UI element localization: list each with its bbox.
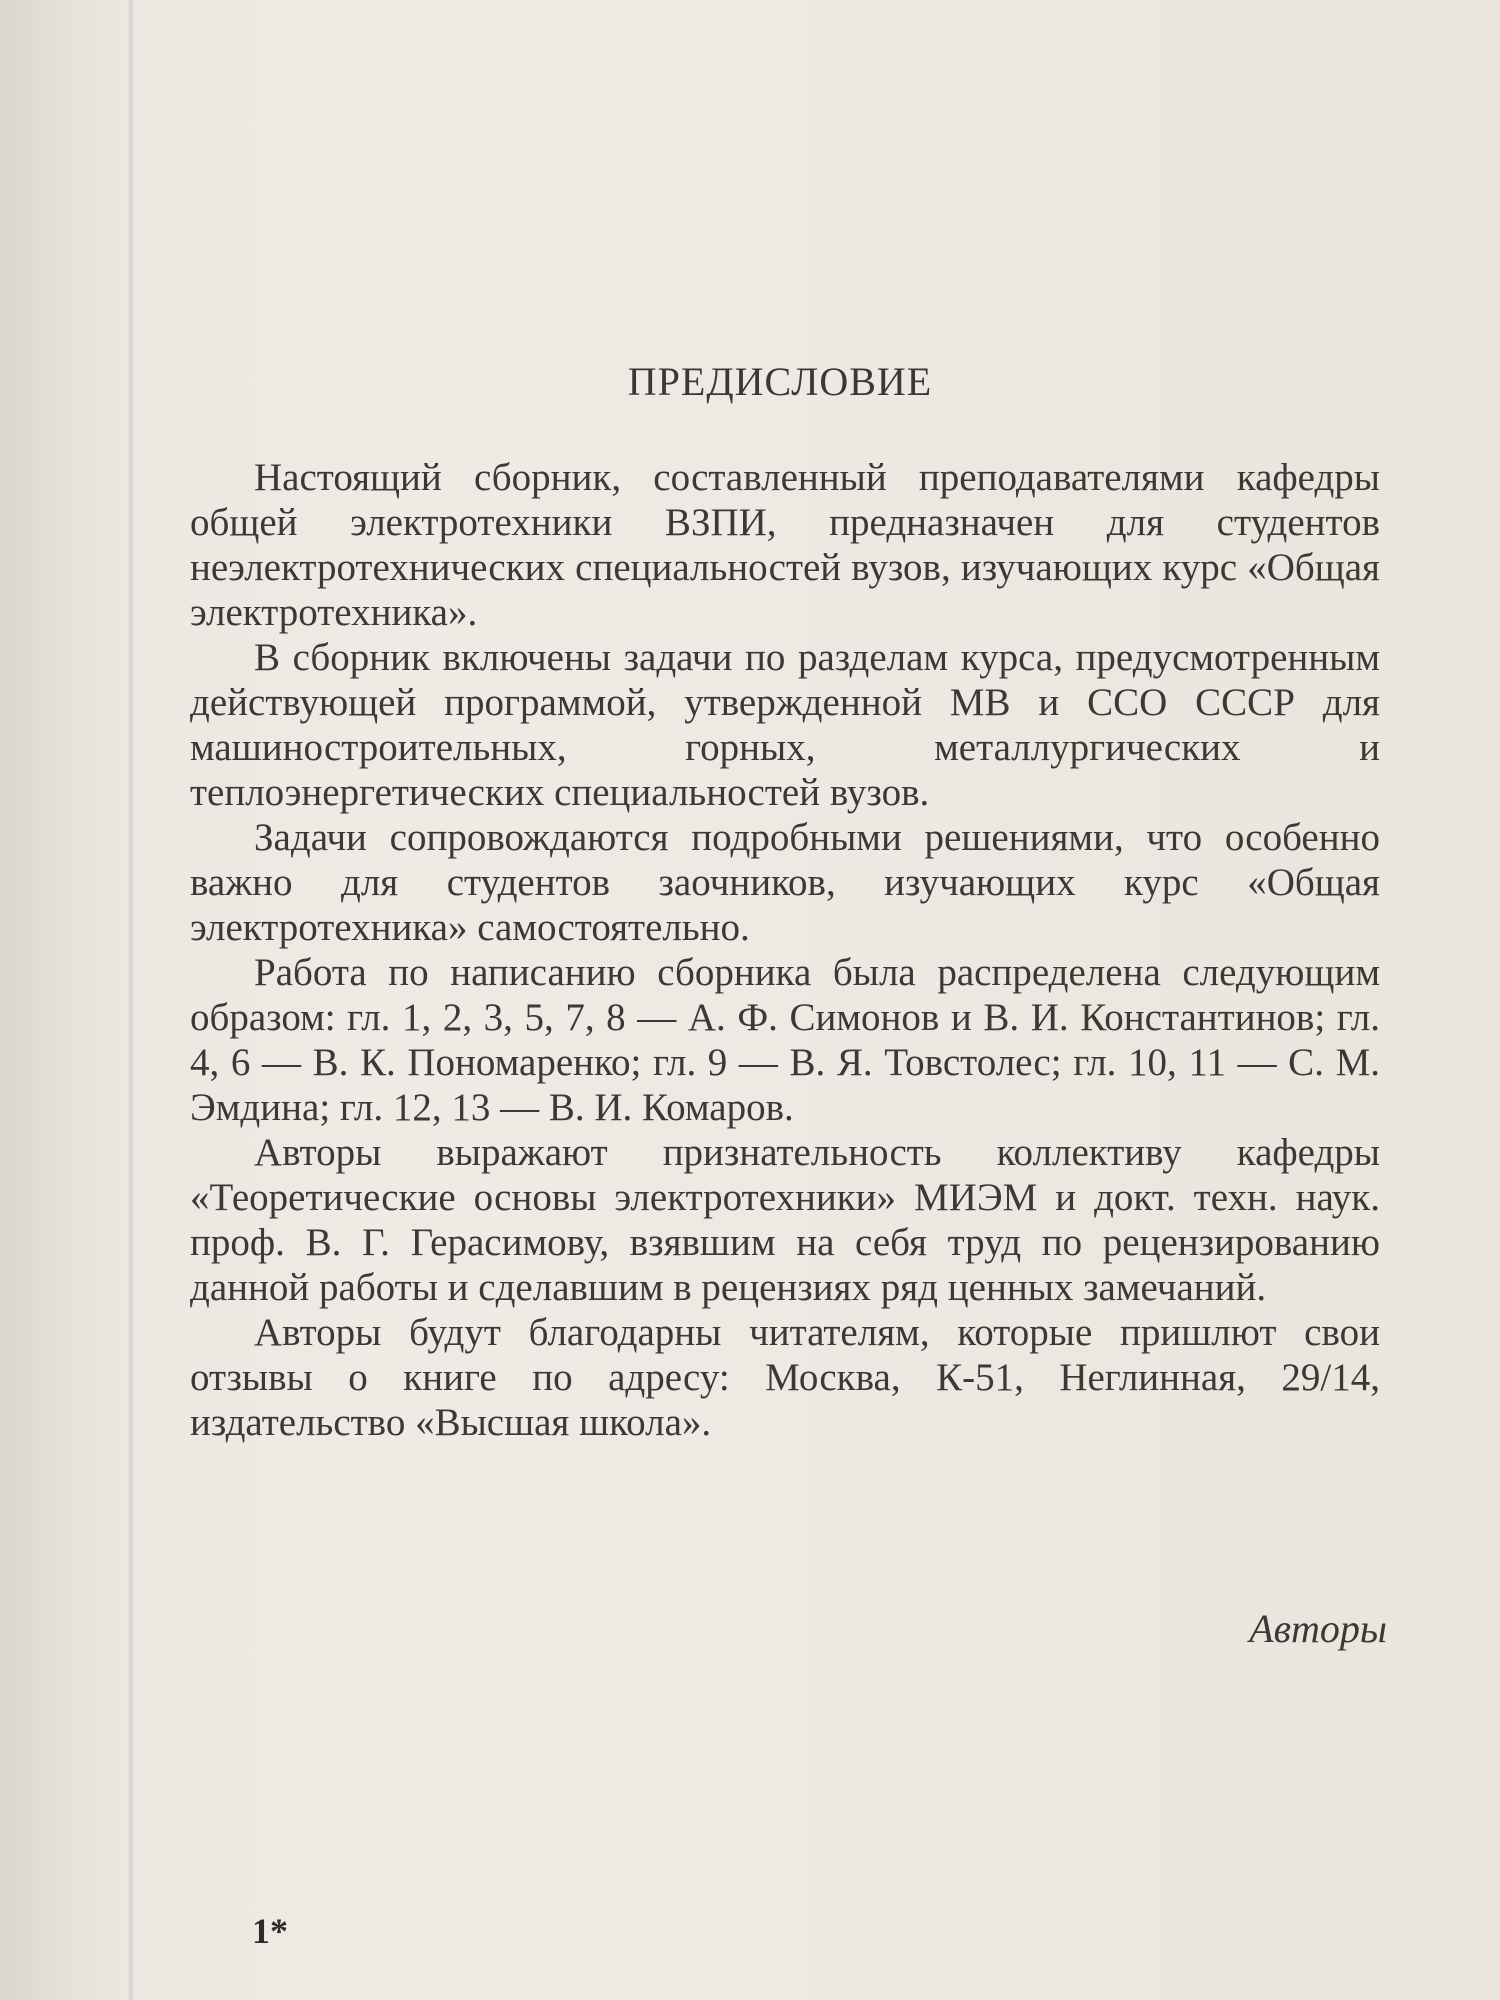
paragraph: Работа по написанию сборника была распределена следующим образом: гл. 1, 2, 3, 5, 7, 8 — А. Ф. Симонов и В. И. Константинов; гл. 4, 6 — В. К. Пономаренко; гл. 9 — В. Я. Товстолес; гл. 10, 11 — С. М. Эмдина; гл. 12, 13 — В. И. Комаров. bbox=[190, 951, 1380, 1129]
paragraph: Настоящий сборник, составленный преподавателями кафедры общей электротехники ВЗПИ, предназначен для студентов неэлектротехнических специальностей вузов, изучающих курс «Общая электротехника». bbox=[190, 456, 1380, 634]
signature: Авторы bbox=[1249, 1606, 1387, 1651]
page-gutter-shadow bbox=[128, 0, 134, 2000]
paragraph: Авторы выражают признательность коллективу кафедры «Теоретические основы электротехники» МИЭМ и докт. техн. наук. проф. В. Г. Герасимову, взявшим на себя труд по рецензированию данной работы и сделавшим в рецензиях ряд ценных замечаний. bbox=[190, 1131, 1380, 1309]
signature-mark: 1* bbox=[252, 1911, 288, 1951]
preface-body bbox=[190, 455, 1380, 1445]
paragraph: В сборник включены задачи по разделам курса, предусмотренным действующей программой, утвержденной МВ и ССО СССР для машиностроительных, горных, металлургических и теплоэнергетических специальностей вузов. bbox=[190, 636, 1380, 814]
paragraph: Задачи сопровождаются подробными решениями, что особенно важно для студентов заочников, изучающих курс «Общая электротехника» самостоятельно. bbox=[190, 816, 1380, 949]
page-title: ПРЕДИСЛОВИЕ bbox=[627, 359, 933, 404]
paragraph: Авторы будут благодарны читателям, которые пришлют свои отзывы о книге по адресу: Москва, К-51, Неглинная, 29/14, издательство «Высшая школа». bbox=[190, 1311, 1380, 1444]
